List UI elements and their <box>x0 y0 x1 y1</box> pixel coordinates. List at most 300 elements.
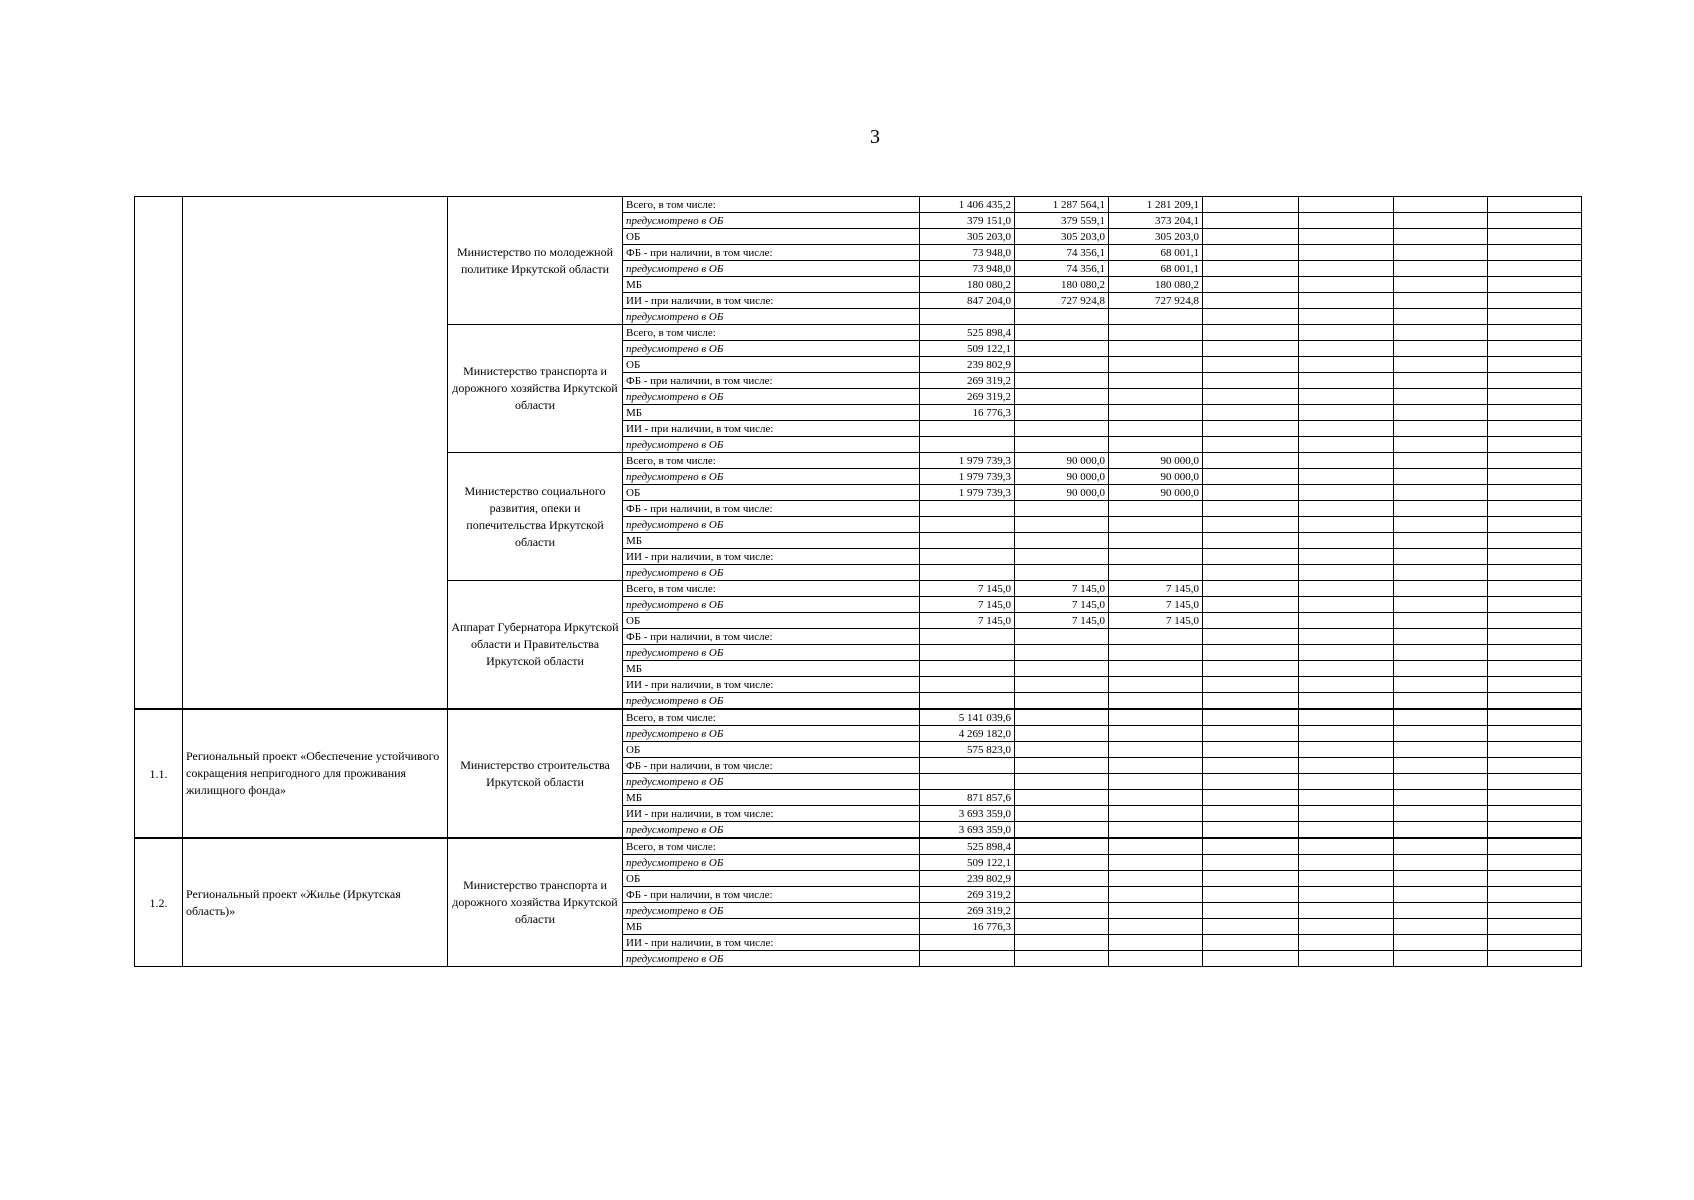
empty-cell <box>1394 806 1488 822</box>
value-year-1: 509 122,1 <box>920 341 1015 357</box>
empty-cell <box>1394 501 1488 517</box>
project-name: Региональный проект «Обеспечение устойчивого сокращения непригодного для проживания жилищного фонда» <box>183 709 448 838</box>
empty-cell <box>1299 485 1394 501</box>
value-year-1 <box>920 645 1015 661</box>
funding-source-label: предусмотрено в ОБ <box>623 726 920 742</box>
empty-cell <box>1203 373 1299 389</box>
value-year-3: 90 000,0 <box>1109 485 1203 501</box>
empty-cell <box>1488 871 1582 887</box>
empty-cell <box>1394 887 1488 903</box>
empty-cell <box>1203 213 1299 229</box>
value-year-1: 16 776,3 <box>920 405 1015 421</box>
value-year-1: 575 823,0 <box>920 742 1015 758</box>
value-year-2 <box>1015 405 1109 421</box>
empty-cell <box>1488 629 1582 645</box>
funding-source-label: ИИ - при наличии, в том числе: <box>623 806 920 822</box>
funding-source-label: ФБ - при наличии, в том числе: <box>623 887 920 903</box>
empty-cell <box>1203 309 1299 325</box>
funding-source-label: ИИ - при наличии, в том числе: <box>623 677 920 693</box>
empty-cell <box>1203 645 1299 661</box>
empty-cell <box>1299 405 1394 421</box>
empty-cell <box>1488 919 1582 935</box>
funding-source-label: МБ <box>623 661 920 677</box>
executor-name: Министерство социального развития, опеки и попечительства Иркутской области <box>448 453 623 581</box>
funding-source-label: предусмотрено в ОБ <box>623 341 920 357</box>
empty-cell <box>1203 437 1299 453</box>
funding-source-label: МБ <box>623 919 920 935</box>
funding-source-label: Всего, в том числе: <box>623 709 920 726</box>
empty-cell <box>1203 245 1299 261</box>
value-year-1: 73 948,0 <box>920 245 1015 261</box>
empty-cell <box>1203 565 1299 581</box>
funding-source-label: МБ <box>623 790 920 806</box>
empty-cell <box>1299 919 1394 935</box>
funding-source-label: предусмотрено в ОБ <box>623 261 920 277</box>
empty-cell <box>1299 309 1394 325</box>
empty-cell <box>1394 629 1488 645</box>
empty-cell <box>1394 421 1488 437</box>
value-year-1: 7 145,0 <box>920 597 1015 613</box>
value-year-1 <box>920 951 1015 967</box>
empty-cell <box>1203 855 1299 871</box>
value-year-3 <box>1109 790 1203 806</box>
empty-cell <box>1203 871 1299 887</box>
value-year-1 <box>920 693 1015 710</box>
empty-cell <box>1203 261 1299 277</box>
empty-cell <box>1203 325 1299 341</box>
empty-cell <box>1394 261 1488 277</box>
empty-cell <box>1394 838 1488 855</box>
empty-cell <box>1299 838 1394 855</box>
funding-source-label: ОБ <box>623 871 920 887</box>
value-year-1: 525 898,4 <box>920 325 1015 341</box>
empty-cell <box>1394 581 1488 597</box>
value-year-2: 90 000,0 <box>1015 485 1109 501</box>
empty-cell <box>1203 469 1299 485</box>
empty-cell <box>1488 469 1582 485</box>
value-year-1: 4 269 182,0 <box>920 726 1015 742</box>
value-year-2 <box>1015 357 1109 373</box>
value-year-2 <box>1015 903 1109 919</box>
empty-cell <box>1299 871 1394 887</box>
value-year-2 <box>1015 437 1109 453</box>
funding-source-label: Всего, в том числе: <box>623 325 920 341</box>
empty-cell <box>1203 597 1299 613</box>
empty-cell <box>1394 758 1488 774</box>
empty-cell <box>1394 709 1488 726</box>
executor-name: Министерство по молодежной политике Иркутской области <box>448 197 623 325</box>
value-year-3 <box>1109 517 1203 533</box>
funding-source-label: ИИ - при наличии, в том числе: <box>623 935 920 951</box>
empty-cell <box>1203 838 1299 855</box>
empty-cell <box>1488 341 1582 357</box>
table-row <box>135 838 1582 855</box>
value-year-1: 16 776,3 <box>920 919 1015 935</box>
value-year-1: 239 802,9 <box>920 871 1015 887</box>
empty-cell <box>1488 661 1582 677</box>
value-year-1 <box>920 565 1015 581</box>
value-year-2 <box>1015 726 1109 742</box>
empty-cell <box>1299 645 1394 661</box>
empty-cell <box>1203 887 1299 903</box>
value-year-3 <box>1109 838 1203 855</box>
value-year-3: 68 001,1 <box>1109 245 1203 261</box>
empty-cell <box>1488 645 1582 661</box>
funding-source-label: предусмотрено в ОБ <box>623 517 920 533</box>
empty-cell <box>1394 373 1488 389</box>
empty-cell <box>1299 453 1394 469</box>
empty-cell <box>1394 229 1488 245</box>
empty-cell <box>1203 790 1299 806</box>
value-year-2 <box>1015 629 1109 645</box>
empty-cell <box>1203 549 1299 565</box>
value-year-3 <box>1109 774 1203 790</box>
value-year-1: 7 145,0 <box>920 613 1015 629</box>
value-year-2: 379 559,1 <box>1015 213 1109 229</box>
empty-cell <box>1203 197 1299 213</box>
empty-cell <box>1394 549 1488 565</box>
empty-cell <box>1203 421 1299 437</box>
empty-cell <box>1299 903 1394 919</box>
empty-cell <box>1203 935 1299 951</box>
row-code: 1.1. <box>135 709 183 838</box>
value-year-3: 1 281 209,1 <box>1109 197 1203 213</box>
empty-cell <box>1488 485 1582 501</box>
funding-source-label: ФБ - при наличии, в том числе: <box>623 501 920 517</box>
empty-cell <box>1203 758 1299 774</box>
empty-cell <box>1488 277 1582 293</box>
empty-cell <box>1203 453 1299 469</box>
funding-source-label: предусмотрено в ОБ <box>623 565 920 581</box>
value-year-2: 727 924,8 <box>1015 293 1109 309</box>
value-year-1: 3 693 359,0 <box>920 822 1015 839</box>
value-year-1: 1 979 739,3 <box>920 485 1015 501</box>
value-year-2 <box>1015 341 1109 357</box>
empty-cell <box>1203 357 1299 373</box>
value-year-3 <box>1109 709 1203 726</box>
value-year-3 <box>1109 693 1203 710</box>
empty-cell <box>1203 629 1299 645</box>
value-year-3: 7 145,0 <box>1109 613 1203 629</box>
funding-source-label: ИИ - при наличии, в том числе: <box>623 421 920 437</box>
empty-cell <box>1488 533 1582 549</box>
funding-source-label: ОБ <box>623 742 920 758</box>
executor-name: Министерство транспорта и дорожного хозяйства Иркутской области <box>448 838 623 967</box>
value-year-3 <box>1109 549 1203 565</box>
value-year-1 <box>920 677 1015 693</box>
empty-cell <box>1299 549 1394 565</box>
funding-source-label: предусмотрено в ОБ <box>623 437 920 453</box>
empty-cell <box>1394 645 1488 661</box>
value-year-2 <box>1015 709 1109 726</box>
executor-name: Аппарат Губернатора Иркутской области и Правительства Иркутской области <box>448 581 623 710</box>
value-year-2 <box>1015 517 1109 533</box>
row-code <box>135 197 183 710</box>
table-row <box>135 709 1582 726</box>
value-year-1 <box>920 501 1015 517</box>
empty-cell <box>1203 277 1299 293</box>
value-year-1: 1 979 739,3 <box>920 453 1015 469</box>
empty-cell <box>1488 677 1582 693</box>
funding-source-label: ИИ - при наличии, в том числе: <box>623 549 920 565</box>
value-year-2 <box>1015 309 1109 325</box>
value-year-2: 7 145,0 <box>1015 581 1109 597</box>
empty-cell <box>1299 887 1394 903</box>
funding-source-label: МБ <box>623 405 920 421</box>
empty-cell <box>1488 903 1582 919</box>
funding-source-label: предусмотрено в ОБ <box>623 774 920 790</box>
value-year-2 <box>1015 887 1109 903</box>
empty-cell <box>1488 309 1582 325</box>
value-year-3: 7 145,0 <box>1109 597 1203 613</box>
funding-source-label: ОБ <box>623 357 920 373</box>
empty-cell <box>1299 357 1394 373</box>
empty-cell <box>1203 661 1299 677</box>
funding-source-label: предусмотрено в ОБ <box>623 309 920 325</box>
value-year-3: 7 145,0 <box>1109 581 1203 597</box>
page-number: 3 <box>870 126 880 148</box>
value-year-3: 90 000,0 <box>1109 453 1203 469</box>
empty-cell <box>1299 693 1394 710</box>
value-year-3 <box>1109 501 1203 517</box>
value-year-1 <box>920 533 1015 549</box>
empty-cell <box>1488 373 1582 389</box>
empty-cell <box>1394 325 1488 341</box>
value-year-2 <box>1015 742 1109 758</box>
empty-cell <box>1488 517 1582 533</box>
empty-cell <box>1488 790 1582 806</box>
empty-cell <box>1394 661 1488 677</box>
empty-cell <box>1488 405 1582 421</box>
value-year-3 <box>1109 373 1203 389</box>
empty-cell <box>1299 421 1394 437</box>
empty-cell <box>1203 389 1299 405</box>
value-year-3: 305 203,0 <box>1109 229 1203 245</box>
value-year-3: 727 924,8 <box>1109 293 1203 309</box>
value-year-2 <box>1015 838 1109 855</box>
empty-cell <box>1394 726 1488 742</box>
empty-cell <box>1203 726 1299 742</box>
funding-source-label: ФБ - при наличии, в том числе: <box>623 629 920 645</box>
value-year-1 <box>920 517 1015 533</box>
empty-cell <box>1488 229 1582 245</box>
funding-source-label: ФБ - при наличии, в том числе: <box>623 758 920 774</box>
empty-cell <box>1299 213 1394 229</box>
funding-source-label: предусмотрено в ОБ <box>623 213 920 229</box>
value-year-1: 525 898,4 <box>920 838 1015 855</box>
empty-cell <box>1488 855 1582 871</box>
value-year-2: 1 287 564,1 <box>1015 197 1109 213</box>
value-year-3 <box>1109 405 1203 421</box>
value-year-1: 871 857,6 <box>920 790 1015 806</box>
value-year-2 <box>1015 421 1109 437</box>
empty-cell <box>1488 597 1582 613</box>
empty-cell <box>1394 871 1488 887</box>
value-year-2 <box>1015 919 1109 935</box>
value-year-3 <box>1109 645 1203 661</box>
empty-cell <box>1203 951 1299 967</box>
empty-cell <box>1299 951 1394 967</box>
funding-source-label: предусмотрено в ОБ <box>623 645 920 661</box>
empty-cell <box>1299 581 1394 597</box>
empty-cell <box>1488 197 1582 213</box>
empty-cell <box>1394 903 1488 919</box>
value-year-1: 7 145,0 <box>920 581 1015 597</box>
empty-cell <box>1299 709 1394 726</box>
empty-cell <box>1299 774 1394 790</box>
value-year-2: 74 356,1 <box>1015 261 1109 277</box>
value-year-2 <box>1015 373 1109 389</box>
value-year-1: 509 122,1 <box>920 855 1015 871</box>
empty-cell <box>1488 213 1582 229</box>
empty-cell <box>1394 469 1488 485</box>
empty-cell <box>1299 341 1394 357</box>
funding-source-label: ФБ - при наличии, в том числе: <box>623 373 920 389</box>
empty-cell <box>1299 197 1394 213</box>
value-year-1 <box>920 309 1015 325</box>
value-year-2 <box>1015 790 1109 806</box>
value-year-3 <box>1109 951 1203 967</box>
value-year-2 <box>1015 325 1109 341</box>
funding-source-label: предусмотрено в ОБ <box>623 693 920 710</box>
empty-cell <box>1299 293 1394 309</box>
empty-cell <box>1394 565 1488 581</box>
empty-cell <box>1203 677 1299 693</box>
empty-cell <box>1203 341 1299 357</box>
value-year-2: 74 356,1 <box>1015 245 1109 261</box>
funding-source-label: Всего, в том числе: <box>623 197 920 213</box>
value-year-2 <box>1015 549 1109 565</box>
empty-cell <box>1488 887 1582 903</box>
value-year-3 <box>1109 421 1203 437</box>
empty-cell <box>1488 774 1582 790</box>
empty-cell <box>1203 501 1299 517</box>
empty-cell <box>1394 485 1488 501</box>
empty-cell <box>1394 774 1488 790</box>
empty-cell <box>1299 565 1394 581</box>
empty-cell <box>1488 838 1582 855</box>
empty-cell <box>1394 790 1488 806</box>
value-year-1 <box>920 437 1015 453</box>
empty-cell <box>1203 229 1299 245</box>
empty-cell <box>1394 197 1488 213</box>
empty-cell <box>1488 935 1582 951</box>
value-year-3 <box>1109 677 1203 693</box>
empty-cell <box>1203 806 1299 822</box>
table-row <box>135 197 1582 213</box>
empty-cell <box>1488 293 1582 309</box>
value-year-3 <box>1109 726 1203 742</box>
project-name <box>183 197 448 710</box>
value-year-3: 373 204,1 <box>1109 213 1203 229</box>
value-year-1: 379 151,0 <box>920 213 1015 229</box>
empty-cell <box>1394 341 1488 357</box>
value-year-2: 305 203,0 <box>1015 229 1109 245</box>
value-year-1 <box>920 935 1015 951</box>
value-year-2 <box>1015 806 1109 822</box>
value-year-2: 90 000,0 <box>1015 469 1109 485</box>
funding-source-label: Всего, в том числе: <box>623 581 920 597</box>
empty-cell <box>1299 742 1394 758</box>
row-code: 1.2. <box>135 838 183 967</box>
empty-cell <box>1488 693 1582 710</box>
funding-source-label: МБ <box>623 277 920 293</box>
empty-cell <box>1394 951 1488 967</box>
empty-cell <box>1203 533 1299 549</box>
funding-source-label: предусмотрено в ОБ <box>623 903 920 919</box>
empty-cell <box>1299 533 1394 549</box>
empty-cell <box>1203 822 1299 839</box>
empty-cell <box>1488 501 1582 517</box>
value-year-3 <box>1109 661 1203 677</box>
value-year-2 <box>1015 565 1109 581</box>
value-year-2 <box>1015 822 1109 839</box>
empty-cell <box>1203 903 1299 919</box>
empty-cell <box>1488 951 1582 967</box>
value-year-2 <box>1015 774 1109 790</box>
empty-cell <box>1299 277 1394 293</box>
empty-cell <box>1299 325 1394 341</box>
empty-cell <box>1203 293 1299 309</box>
empty-cell <box>1299 437 1394 453</box>
funding-source-label: предусмотрено в ОБ <box>623 389 920 405</box>
funding-source-label: Всего, в том числе: <box>623 453 920 469</box>
project-name: Региональный проект «Жилье (Иркутская область)» <box>183 838 448 967</box>
value-year-1: 180 080,2 <box>920 277 1015 293</box>
value-year-2 <box>1015 855 1109 871</box>
value-year-2 <box>1015 677 1109 693</box>
funding-source-label: предусмотрено в ОБ <box>623 855 920 871</box>
value-year-3 <box>1109 325 1203 341</box>
value-year-3 <box>1109 629 1203 645</box>
funding-source-label: предусмотрено в ОБ <box>623 951 920 967</box>
value-year-2 <box>1015 871 1109 887</box>
empty-cell <box>1394 309 1488 325</box>
empty-cell <box>1299 806 1394 822</box>
empty-cell <box>1488 581 1582 597</box>
empty-cell <box>1203 581 1299 597</box>
empty-cell <box>1488 389 1582 405</box>
empty-cell <box>1394 613 1488 629</box>
empty-cell <box>1394 693 1488 710</box>
empty-cell <box>1299 373 1394 389</box>
empty-cell <box>1488 613 1582 629</box>
empty-cell <box>1394 437 1488 453</box>
empty-cell <box>1488 758 1582 774</box>
value-year-3 <box>1109 887 1203 903</box>
empty-cell <box>1394 677 1488 693</box>
funding-source-label: предусмотрено в ОБ <box>623 469 920 485</box>
funding-source-label: предусмотрено в ОБ <box>623 822 920 839</box>
funding-source-label: ИИ - при наличии, в том числе: <box>623 293 920 309</box>
value-year-3: 180 080,2 <box>1109 277 1203 293</box>
value-year-1: 847 204,0 <box>920 293 1015 309</box>
empty-cell <box>1394 855 1488 871</box>
value-year-2 <box>1015 389 1109 405</box>
value-year-3 <box>1109 309 1203 325</box>
funding-source-label: ОБ <box>623 485 920 501</box>
value-year-2: 7 145,0 <box>1015 613 1109 629</box>
empty-cell <box>1394 533 1488 549</box>
empty-cell <box>1394 357 1488 373</box>
value-year-1 <box>920 774 1015 790</box>
empty-cell <box>1299 661 1394 677</box>
value-year-2: 7 145,0 <box>1015 597 1109 613</box>
table-body <box>135 197 1582 967</box>
funding-source-label: Всего, в том числе: <box>623 838 920 855</box>
empty-cell <box>1299 822 1394 839</box>
empty-cell <box>1299 855 1394 871</box>
